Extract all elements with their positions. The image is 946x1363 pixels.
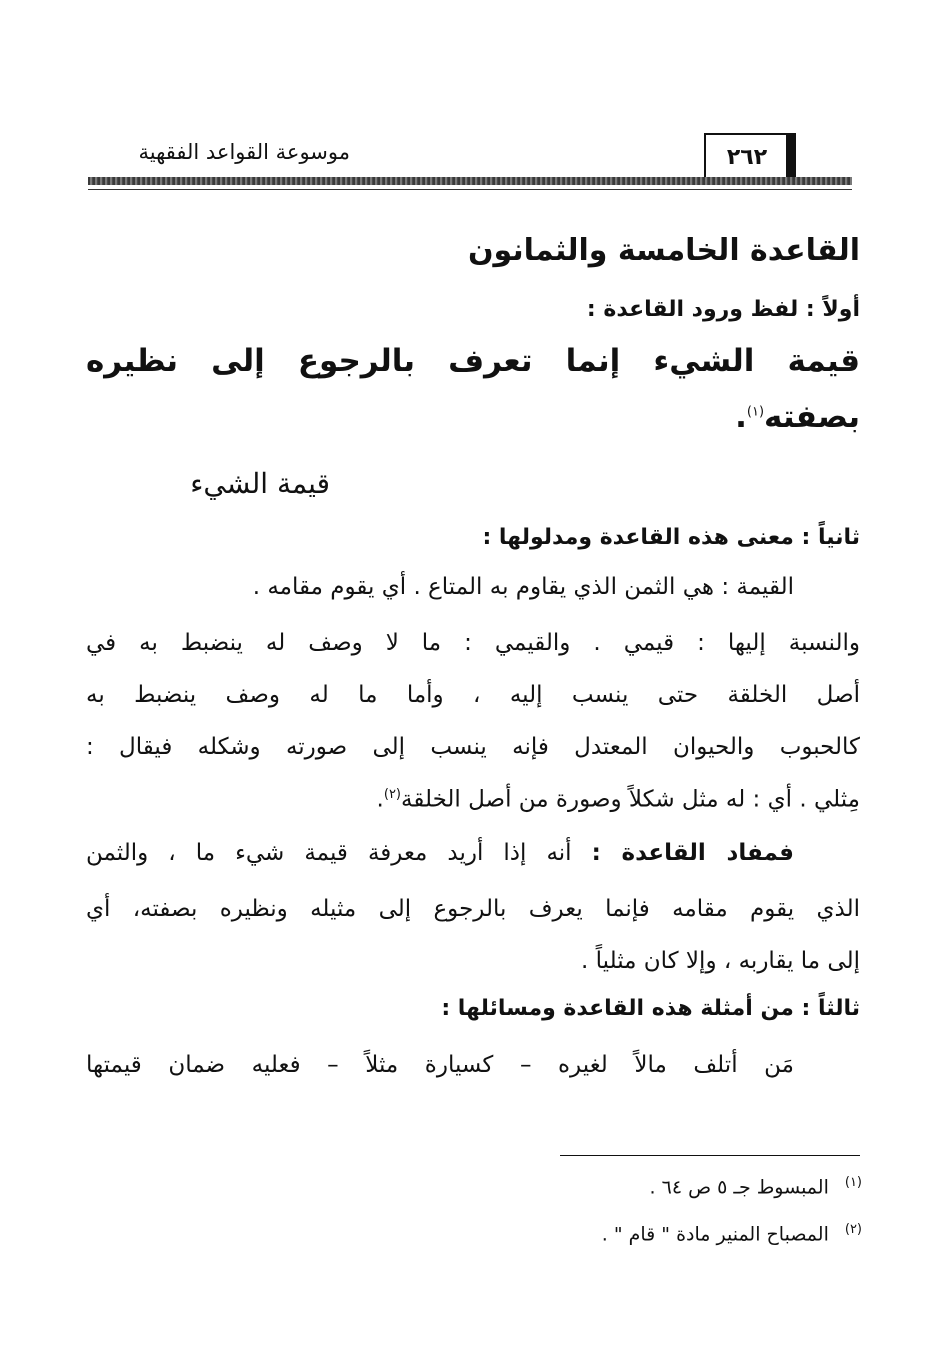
footnote-2-text: المصباح المنير مادة " قام " . [601,1223,829,1246]
meaning-line-5-text: مِثلي . أي : له مثل شكلاً وصورة من أصل الخلقة [401,786,860,813]
part1-heading: أولاً : لفظ ورود القاعدة : [586,297,860,322]
meaning-line-1: القيمة : هي الثمن الذي يقاوم به المتاع . أي يقوم مقامه . [252,574,794,600]
rule-title: القاعدة الخامسة والثمانون [467,233,860,268]
sub-heading: قيمة الشيء [190,467,330,500]
header-rule [88,177,852,185]
purport-line-1-text: أنه إذا أريد معرفة قيمة شيء ما ، والثمن [86,840,572,866]
footnote-1-text: المبسوط جـ ٥ ص ٦٤ . [649,1176,829,1199]
rule-text-line2 [735,399,860,435]
example-line-1: مَن أتلف مالاً لغيره – كسيارة مثلاً – فعليه ضمان قيمتها [86,1052,794,1078]
meaning-line-4: كالحبوب والحيوان المعتدل فإنه ينسب إلى صورته وشكله فيقال : [86,734,860,760]
rule-text-line2-text: بصفته [764,399,860,435]
purport-line-1 [86,842,794,865]
header-rule-thin [88,189,852,190]
purport-label: فمفاد القاعدة : [591,840,794,866]
meaning-line-2: والنسبة إليها : قيمي . والقيمي : ما لا وصف له ينضبط به في [86,630,860,656]
purport-line-2: الذي يقوم مقامه فإنما يعرف بالرجوع إلى مثيله ونظيره بصفته، أي [86,896,860,922]
part2-heading: ثانياً : معنى هذه القاعدة ومدلولها : [482,525,860,550]
meaning-line-5 [377,788,860,812]
part3-heading: ثالثاً : من أمثلة هذه القاعدة ومسائلها : [441,996,860,1021]
rule-text-line1: قيمة الشيء إنما تعرف بالرجوع إلى نظيره [86,343,860,379]
footnote-1 [650,1175,862,1198]
footnote-ref-2: (٢) [383,787,401,802]
purport-line-3: إلى ما يقاربه ، وإلا كان مثلياً . [581,948,860,974]
meaning-line-3: أصل الخلقة حتى ينسب إليه ، وأما ما له وصف ينضبط به [86,682,860,708]
running-title: موسوعة القواعد الفقهية [138,140,350,164]
footnote-2 [602,1222,862,1245]
rule-text-end: . [735,399,747,435]
footnote-1-mark: (١) [844,1175,862,1190]
page-number: ٢٦٢ [704,133,788,181]
footnote-rule [560,1155,860,1156]
footnote-ref-1: (١) [746,404,765,420]
meaning-end: . [376,786,384,813]
footnote-2-mark: (٢) [844,1222,862,1237]
